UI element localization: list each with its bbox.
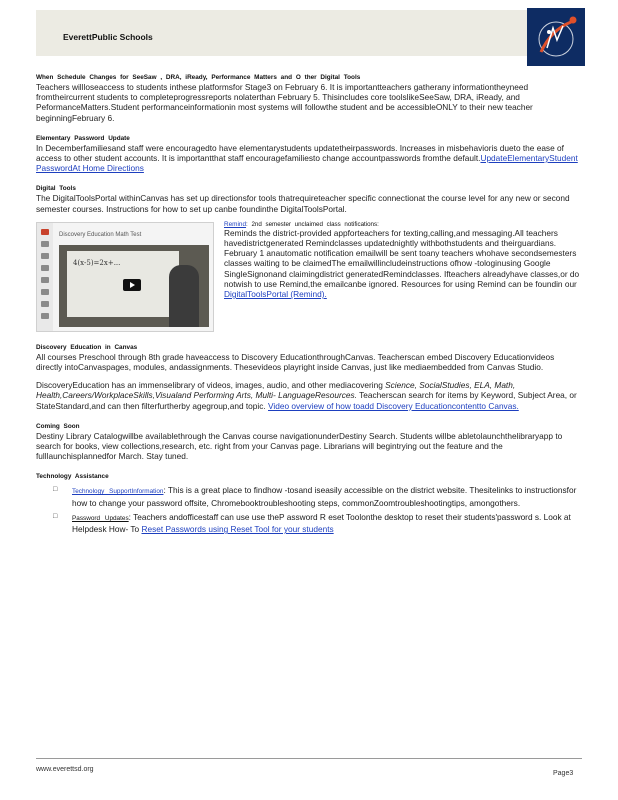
- digital-tools-portal-remind-link[interactable]: DigitalToolsPortal (Remind).: [224, 289, 327, 300]
- section-heading-digital-tools: Digital Tools: [36, 185, 76, 193]
- section-body-digital-tools: The DigitalToolsPortal withinCanvas has set up directionsfor tools thatrequireteacher specific connectionat the course level for any new or second semester courses. Instructions for how to set up canbe foundinthe DigitalToolsPortal.: [36, 193, 570, 214]
- section-heading-coming-soon: Coming Soon: [36, 422, 80, 430]
- page-title: EverettPublic Schools: [63, 32, 153, 42]
- remind-block: [224, 221, 582, 332]
- section-body-discovery-2: DiscoveryEducation has an immenselibrary of videos, images, audio, and other mediacovering Science, SocialStudies, ELA, Math, Health,Careers/WorkplaceSkills,Visualand Performing Arts, Multi- LanguageResources. Teacherscan search for items by Keyword, Subject Area, or StateStandard,and can then filterfurtherby agegroup,and topic. Video overview of how toadd Discovery Educationcontentto Canvas.: [36, 380, 577, 411]
- newsletter-content: [36, 74, 582, 538]
- bullet-icon: □: [53, 512, 58, 520]
- section-heading-tech: Technology Assistance: [36, 473, 109, 481]
- section-heading-discovery: Discovery Education in Canvas: [36, 343, 138, 351]
- digital-tools-row: [36, 221, 582, 332]
- canvas-sidebar-image: [37, 223, 53, 331]
- school-logo: [527, 8, 585, 66]
- section-body-coming-soon: Destiny Library Catalogwillbe availablethrough the Canvas course navigationunderDestiny Search. Students willbe abletolaunchthelibraryapp to search for books, view collections,research, etc. right from your Canvas page. Librarians will begintrying out the feature and the fulllaunchisplannedfor March. Stay tuned.: [36, 430, 563, 462]
- section-body-password: In Decemberfamiliesand staff were encouragedto have elementarystudents updatetheirpasswords. Increases in misbehavioris dueto the ease of access to other student accounts. It is importantthat staff encouragefamiliesto change accountpasswords fromthe default.UpdateElementaryStudent PasswordAt Home Directions: [36, 142, 578, 174]
- whiteboard-math: 4(x-5)=2x+...: [73, 258, 121, 267]
- remind-subheading: Remind: 2nd semester unclaimed class notifications:: [224, 220, 379, 228]
- reset-passwords-link[interactable]: Reset Passwords using Reset Tool for your students: [141, 524, 334, 535]
- list-item: □ Technology SupportInformation: This is a great place to findhow -tosand iseasily accessible on the district website. Thesitelinks to instructionsfor how to change your password offsite, Chromebooktroubleshooting steps, commonZoomtroubleshootingtips, amongothers.: [53, 485, 577, 508]
- tech-list: [36, 485, 582, 534]
- tech-support-link[interactable]: Technology SupportInformation: [72, 488, 164, 496]
- footer-url: www.everettsd.org: [36, 766, 94, 773]
- section-heading-seesaw: When Schedule Changes for SeeSaw , DRA, iReady, Performance Matters and O ther Digital Tools: [36, 74, 361, 81]
- section-heading-password: Elementary Password Update: [36, 134, 130, 142]
- remind-body: Reminds the district-provided appforteachers for texting,calling,and messaging.All teachers havedistrictgenerated Remindclasses updatednightly withbothstudents and theirguardians. February 1 anautomatic notification emailwill be sent toany teachers whohave secondsemesters classes waiting to be claimedThe emailwillincludeinstructions ofhow -tologinusing Google SingleSignonand claimingdistrict generatedRemindclasses. Ifteachers alreadyhave classes,or do notwish to use Remind,the emailcanbe ignored. Resources for using Remind can be foundin our DigitalToolsPortal (Remind).: [224, 227, 580, 300]
- remind-link-label[interactable]: Remind: [224, 220, 247, 228]
- presenter-image: [169, 265, 199, 327]
- screenshot-video-title: Discovery Education Math Test: [59, 231, 142, 238]
- canvas-video-screenshot: [36, 222, 214, 332]
- footer-divider: [36, 758, 582, 759]
- bullet-icon: □: [53, 486, 58, 494]
- play-icon: [123, 279, 141, 291]
- section-body-discovery-1: All courses Preschool through 8th grade haveaccess to Discovery EducationthroughCanvas. Teacherscan embed Discovery Educationvideos directly intoCanvaspages, modules, andassignments. Thesevideos playright inside Canvas, just like mediaembedded from Canvas Studio.: [36, 351, 555, 373]
- section-body-seesaw: Teachers willloseaccess to students inthese platformsfor Stage3 on February 6. It is importantteachers gatherany informationtheyneed fromtheircurrent students to completeprogressreports nolaterthan February 5. Thisincludes core toolslikeSeeSaw, DRA, iReady, and PeformanceMatters.Student performanceinformationin most systems will followthe student and be accessibleONLY to their new teacher beginningFebruary 6.: [36, 82, 533, 123]
- password-directions-link[interactable]: UpdateElementaryStudent PasswordAt Home Directions: [36, 153, 578, 174]
- password-updates-label: Password Updates: [72, 514, 129, 522]
- discovery-video-link[interactable]: Video overview of how toadd Discovery Educationcontentto Canvas.: [268, 400, 519, 411]
- page-number: Page3: [553, 770, 574, 777]
- video-frame: [59, 245, 209, 327]
- list-item: □ Password Updates: Teachers andofficestaff can use use theP assword R eset Toolonthe desktop to reset their students'password s. Look at Helpdesk How- To Reset Passwords using Reset Tool for your students: [53, 511, 571, 535]
